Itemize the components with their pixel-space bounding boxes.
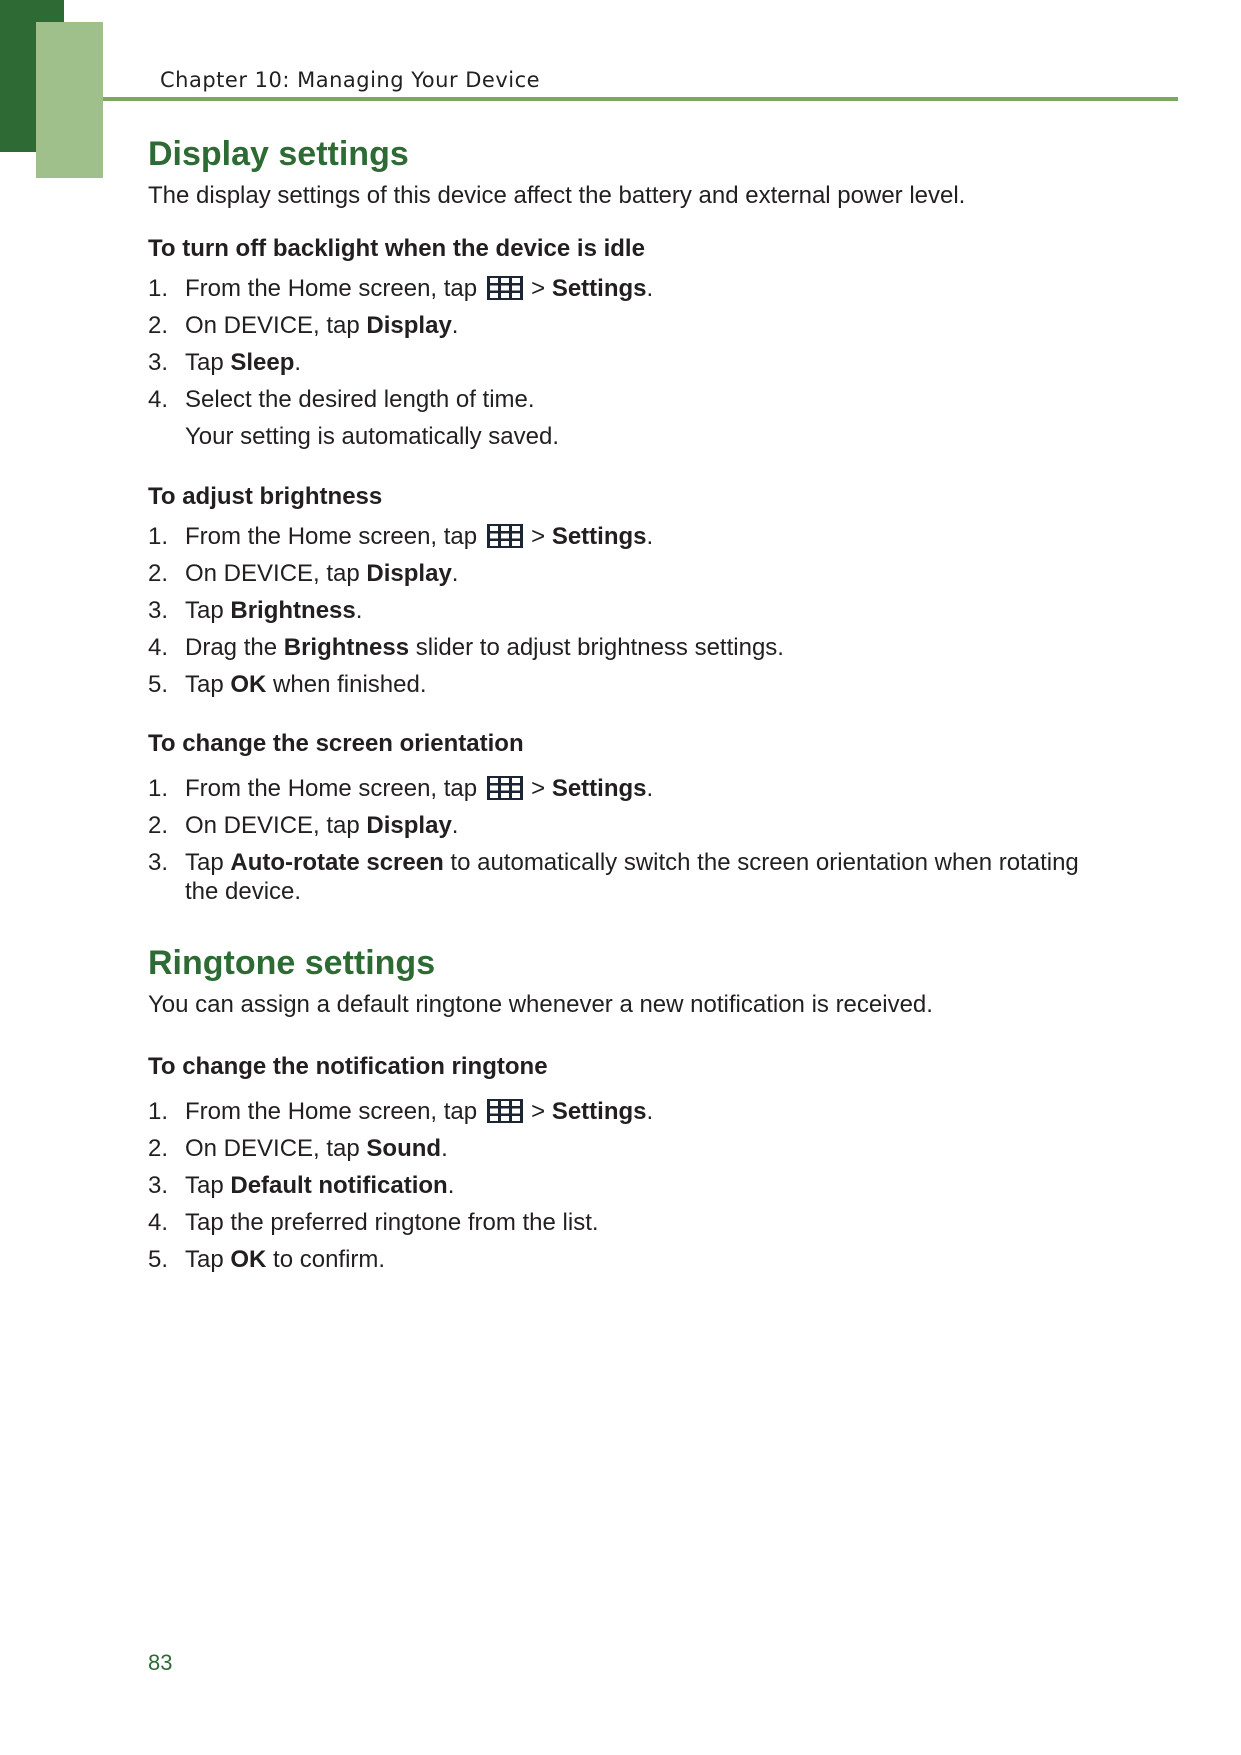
notification-ringtone-heading: To change the notification ringtone	[148, 1053, 548, 1080]
apps-grid-icon	[487, 276, 523, 300]
notification-ringtone-steps	[148, 1097, 1148, 1282]
display-section-header	[148, 135, 1148, 211]
list-item: 4. Drag the Brightness slider to adjust brightness settings.	[148, 634, 784, 661]
list-item: 2. On DEVICE, tap Sound.	[148, 1135, 448, 1162]
chapter-tab-light	[36, 22, 103, 178]
list-item: 1. From the Home screen, tap > Settings.	[148, 275, 654, 302]
ringtone-section-header	[148, 944, 1148, 1020]
list-item: 3. Tap Default notification.	[148, 1172, 455, 1199]
apps-grid-icon	[487, 524, 523, 548]
list-item: 1. From the Home screen, tap > Settings.	[148, 775, 654, 802]
page-number: 83	[148, 1650, 173, 1675]
brightness-procedure	[148, 482, 1148, 707]
list-item: 5. Tap OK to confirm.	[148, 1246, 386, 1273]
list-item: 5. Tap OK when finished.	[148, 671, 427, 698]
list-item: 2. On DEVICE, tap Display.	[148, 312, 459, 339]
ringtone-settings-title: Ringtone settings	[148, 944, 436, 982]
list-item: 1. From the Home screen, tap > Settings.	[148, 523, 654, 550]
list-item: 3. Tap Auto-rotate screen to automatically switch the screen orientation when rotating the device.	[148, 849, 1079, 905]
apps-grid-icon	[487, 776, 523, 800]
list-item: 2. On DEVICE, tap Display.	[148, 560, 459, 587]
chapter-header: Chapter 10: Managing Your Device	[160, 68, 541, 92]
display-intro: The display settings of this device affect the battery and external power level.	[148, 182, 966, 209]
backlight-heading: To turn off backlight when the device is idle	[148, 235, 645, 262]
orientation-procedure	[148, 729, 1148, 906]
backlight-procedure	[148, 234, 1148, 451]
notification-ringtone-procedure	[148, 1052, 1148, 1282]
list-item: 3. Tap Sleep.	[148, 349, 302, 376]
list-item: 1. From the Home screen, tap > Settings.	[148, 1098, 654, 1125]
brightness-heading: To adjust brightness	[148, 483, 383, 510]
list-item: 4. Select the desired length of time.	[148, 386, 535, 413]
list-item: 3. Tap Brightness.	[148, 597, 363, 624]
orientation-steps	[148, 774, 1148, 906]
orientation-heading: To change the screen orientation	[148, 730, 524, 757]
display-settings-title: Display settings	[148, 135, 409, 173]
list-item: 2. On DEVICE, tap Display.	[148, 812, 459, 839]
backlight-note: Your setting is automatically saved.	[185, 423, 559, 450]
backlight-steps	[148, 274, 1148, 422]
brightness-steps	[148, 522, 1148, 707]
list-item: 4. Tap the preferred ringtone from the list.	[148, 1209, 599, 1236]
header-rule	[103, 97, 1178, 101]
ringtone-intro: You can assign a default ringtone whenever a new notification is received.	[148, 991, 933, 1018]
apps-grid-icon	[487, 1099, 523, 1123]
